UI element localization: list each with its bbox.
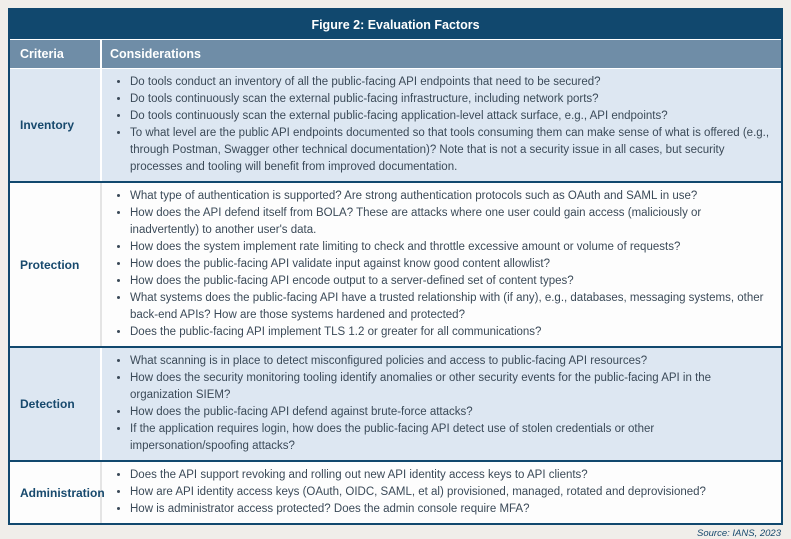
consideration-item: • Does the public-facing API implement TLS 1.2 or greater for all communications? xyxy=(130,324,773,341)
column-header-considerations: Considerations xyxy=(110,47,201,61)
consideration-item: • What systems does the public-facing API have a trusted relationship with (if any), e.g., databases, messaging systems, other back-end APIs? How are those systems hardened and protected? xyxy=(130,290,773,324)
consideration-item: • Do tools continuously scan the external public-facing application-level attack surface, e.g., API endpoints? xyxy=(130,108,773,125)
consideration-item: • If the application requires login, how does the public-facing API detect use of stolen credentials or other impersonation/spoofing attacks? xyxy=(130,421,773,455)
criteria-label: Protection xyxy=(10,183,102,346)
consideration-item: • What type of authentication is supported? Are strong authentication protocols such as OAuth and SAML in use? xyxy=(130,188,773,205)
consideration-item: • How is administrator access protected? Does the admin console require MFA? xyxy=(130,501,773,518)
considerations-list xyxy=(108,467,773,518)
considerations-cell xyxy=(102,462,781,523)
considerations-list xyxy=(108,188,773,341)
table-header-row xyxy=(10,40,781,69)
consideration-item: • Do tools continuously scan the external public-facing infrastructure, including network ports? xyxy=(130,91,773,108)
consideration-item: • What scanning is in place to detect misconfigured policies and access to public-facing API resources? xyxy=(130,353,773,370)
table-row xyxy=(10,460,781,523)
consideration-item: • How does the system implement rate limiting to check and throttle excessive amount or volume of requests? xyxy=(130,239,773,256)
considerations-list xyxy=(108,353,773,455)
criteria-label: Inventory xyxy=(10,69,102,181)
consideration-item: • How does the security monitoring tooling identify anomalies or other security events for the public-facing API in the organization SIEM? xyxy=(130,370,773,404)
considerations-cell xyxy=(102,183,781,346)
consideration-item: • Do tools conduct an inventory of all the public-facing API endpoints that need to be secured? xyxy=(130,74,773,91)
considerations-cell xyxy=(102,69,781,181)
criteria-label: Administration xyxy=(10,462,102,523)
criteria-label: Detection xyxy=(10,348,102,460)
figure-evaluation-factors xyxy=(8,8,783,539)
consideration-item: • Does the API support revoking and rolling out new API identity access keys to API clients? xyxy=(130,467,773,484)
consideration-item: • How does the public-facing API defend against brute-force attacks? xyxy=(130,404,773,421)
table-row xyxy=(10,69,781,181)
source-note: Source: IANS, 2023 xyxy=(697,528,781,539)
evaluation-factors-table xyxy=(8,8,783,525)
figure-title: Figure 2: Evaluation Factors xyxy=(10,10,781,40)
considerations-cell xyxy=(102,348,781,460)
consideration-item: • How does the public-facing API encode output to a server-defined set of content types? xyxy=(130,273,773,290)
table-row xyxy=(10,181,781,346)
consideration-item: • How does the API defend itself from BOLA? These are attacks where one user could gain access (maliciously or inadvertently) to another user's data. xyxy=(130,205,773,239)
table-row xyxy=(10,346,781,460)
column-header-criteria: Criteria xyxy=(10,40,102,68)
consideration-item: • How are API identity access keys (OAuth, OIDC, SAML, et al) provisioned, managed, rotated and deprovisioned? xyxy=(130,484,773,501)
table-body xyxy=(10,69,781,523)
considerations-list xyxy=(108,74,773,176)
consideration-item: • How does the public-facing API validate input against know good content allowlist? xyxy=(130,256,773,273)
consideration-item: • To what level are the public API endpoints documented so that tools consuming them can make sense of what is offered (e.g., through Postman, Swagger other technical documentation)? Note that is not a security issue in all cases, but security processes and tooling will benefit from improved documentation. xyxy=(130,125,773,176)
